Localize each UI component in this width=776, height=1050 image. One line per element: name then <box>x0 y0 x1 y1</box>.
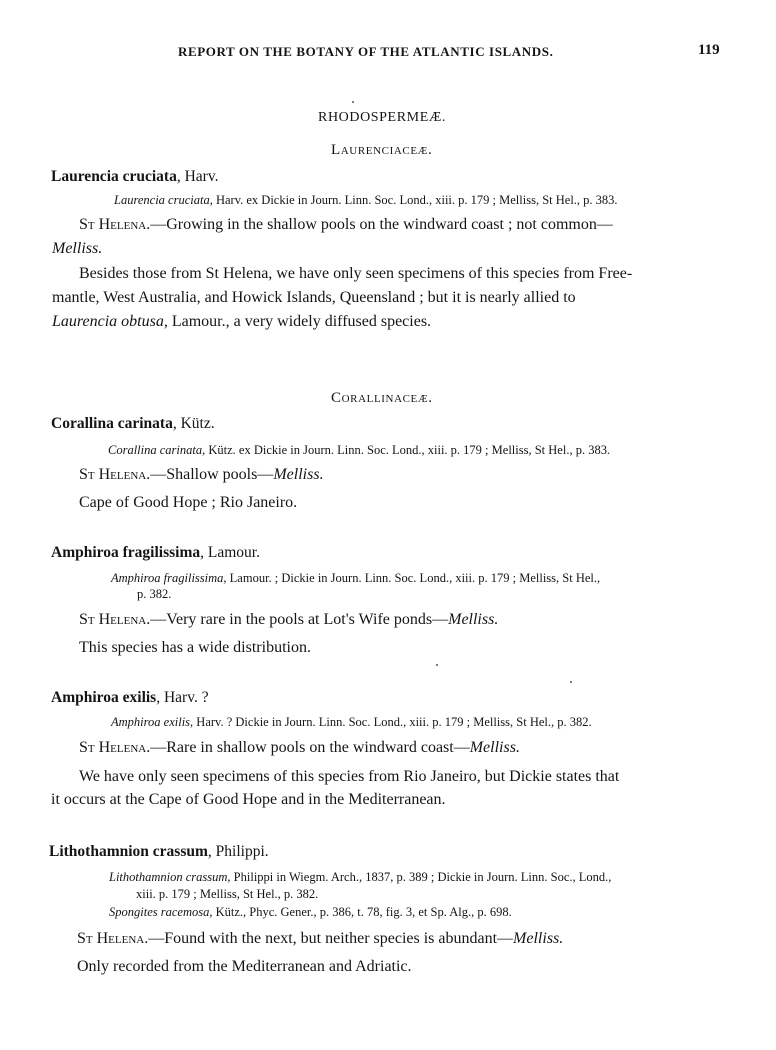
note-line-1: Besides those from St Helena, we have only seen specimens of this species from Free- <box>79 265 633 282</box>
distribution-lithothamnion: Only recorded from the Mediterranean and Adriatic. <box>77 958 412 975</box>
collector-name: Melliss. <box>469 739 520 756</box>
ref-name: Corallina carinata <box>108 443 203 457</box>
locality-label: St Helena. <box>79 466 151 483</box>
family-heading-corallinaceae: Corallinaceæ. <box>331 390 433 406</box>
species-heading-laurencia <box>51 168 218 186</box>
note-italic-name: Laurencia obtusa, <box>52 313 168 330</box>
species-author: , Lamour. <box>200 544 260 561</box>
distribution-corallina: Cape of Good Hope ; Rio Janeiro. <box>79 494 298 511</box>
species-name: Amphiroa fragilissima <box>51 544 201 561</box>
species-name: Laurencia cruciata <box>51 168 177 185</box>
species-heading-amphiroa-exilis <box>51 689 209 707</box>
locality-laurencia <box>79 216 613 234</box>
print-speck <box>352 101 354 103</box>
locality-label: St Helena. <box>79 739 151 756</box>
ref-text: , Philippi in Wiegm. Arch., 1837, p. 389 ; Dickie in Journ. Linn. Soc., Lond., <box>227 870 612 884</box>
ref-name: Amphiroa exilis <box>111 715 191 729</box>
habitat-text: —Rare in shallow pools on the windward coast— <box>150 739 470 756</box>
locality-lithothamnion <box>77 930 563 948</box>
reference-synonym <box>109 905 512 920</box>
species-heading-lithothamnion <box>49 843 269 861</box>
locality-amphiroa-exilis <box>79 739 520 757</box>
locality-corallina <box>79 466 324 484</box>
note-line-3 <box>52 313 431 331</box>
page-number: 119 <box>698 42 720 58</box>
reference-continuation: xiii. p. 179 ; Melliss, St Hel., p. 382. <box>136 887 319 901</box>
locality-label: St Helena. <box>79 611 151 628</box>
reference-laurencia <box>114 193 618 208</box>
reference-continuation: p. 382. <box>137 587 172 601</box>
ref-text: , Lamour. ; Dickie in Journ. Linn. Soc. Lond., xiii. p. 179 ; Melliss, St Hel., <box>223 571 601 585</box>
ref-name: Laurencia cruciata <box>114 193 210 207</box>
ref-text: , Harv. ? Dickie in Journ. Linn. Soc. Lond., xiii. p. 179 ; Melliss, St Hel., p. 382. <box>190 715 592 729</box>
species-name: Lithothamnion crassum <box>49 843 208 860</box>
print-speck <box>436 664 438 666</box>
collector-name: Melliss. <box>273 466 324 483</box>
collector-laurencia <box>52 240 102 258</box>
order-heading: RHODOSPERMEÆ. <box>318 110 446 125</box>
running-title: REPORT ON THE BOTANY OF THE ATLANTIC ISLANDS. <box>178 44 554 59</box>
family-heading-laurenciaceae: Laurenciaceæ. <box>331 142 433 158</box>
species-name: Amphiroa exilis <box>51 689 157 706</box>
ref-name: Lithothamnion crassum <box>109 870 228 884</box>
reference-lithothamnion <box>109 870 611 885</box>
note-line-2: mantle, West Australia, and Howick Islands, Queensland ; but it is nearly allied to <box>52 289 576 306</box>
habitat-text: —Found with the next, but neither species is abundant— <box>148 930 514 947</box>
note-line-2: it occurs at the Cape of Good Hope and in the Mediterranean. <box>51 791 446 808</box>
note-text: Lamour., a very widely diffused species. <box>167 313 432 330</box>
ref-text: , Harv. ex Dickie in Journ. Linn. Soc. Lond., xiii. p. 179 ; Melliss, St Hel., p. 383. <box>209 193 618 207</box>
habitat-text: —Very rare in the pools at Lot's Wife ponds— <box>150 611 449 628</box>
reference-amphiroa-fragilissima <box>111 571 600 586</box>
species-name: Corallina carinata <box>51 415 173 432</box>
note-line-1: We have only seen specimens of this species from Rio Janeiro, but Dickie states that <box>79 768 620 785</box>
habitat-text: —Shallow pools— <box>150 466 274 483</box>
collector-name: Melliss. <box>513 930 564 947</box>
species-author: , Harv. <box>176 168 219 185</box>
species-author: , Philippi. <box>207 843 269 860</box>
reference-amphiroa-exilis <box>111 715 592 730</box>
species-heading-amphiroa-fragilissima <box>51 544 260 562</box>
locality-label: St Helena. <box>77 930 149 947</box>
ref-text: , Kütz., Phyc. Gener., p. 386, t. 78, fig. 3, et Sp. Alg., p. 698. <box>209 905 512 919</box>
species-author: , Kütz. <box>172 415 215 432</box>
ref-name: Amphiroa fragilissima <box>111 571 224 585</box>
ref-name: Spongites racemosa <box>109 905 210 919</box>
print-speck <box>570 681 572 683</box>
collector-name: Melliss. <box>52 240 103 257</box>
reference-corallina <box>108 443 610 458</box>
species-heading-corallina <box>51 415 215 433</box>
locality-label: St Helena. <box>79 216 151 233</box>
distribution-amphiroa-fragilissima: This species has a wide distribution. <box>79 639 311 656</box>
habitat-text: —Growing in the shallow pools on the windward coast ; not common— <box>150 216 613 233</box>
ref-text: , Kütz. ex Dickie in Journ. Linn. Soc. Lond., xiii. p. 179 ; Melliss, St Hel., p. 383. <box>202 443 611 457</box>
collector-name: Melliss. <box>448 611 499 628</box>
species-author: , Harv. ? <box>156 689 209 706</box>
locality-amphiroa-fragilissima <box>79 611 498 629</box>
